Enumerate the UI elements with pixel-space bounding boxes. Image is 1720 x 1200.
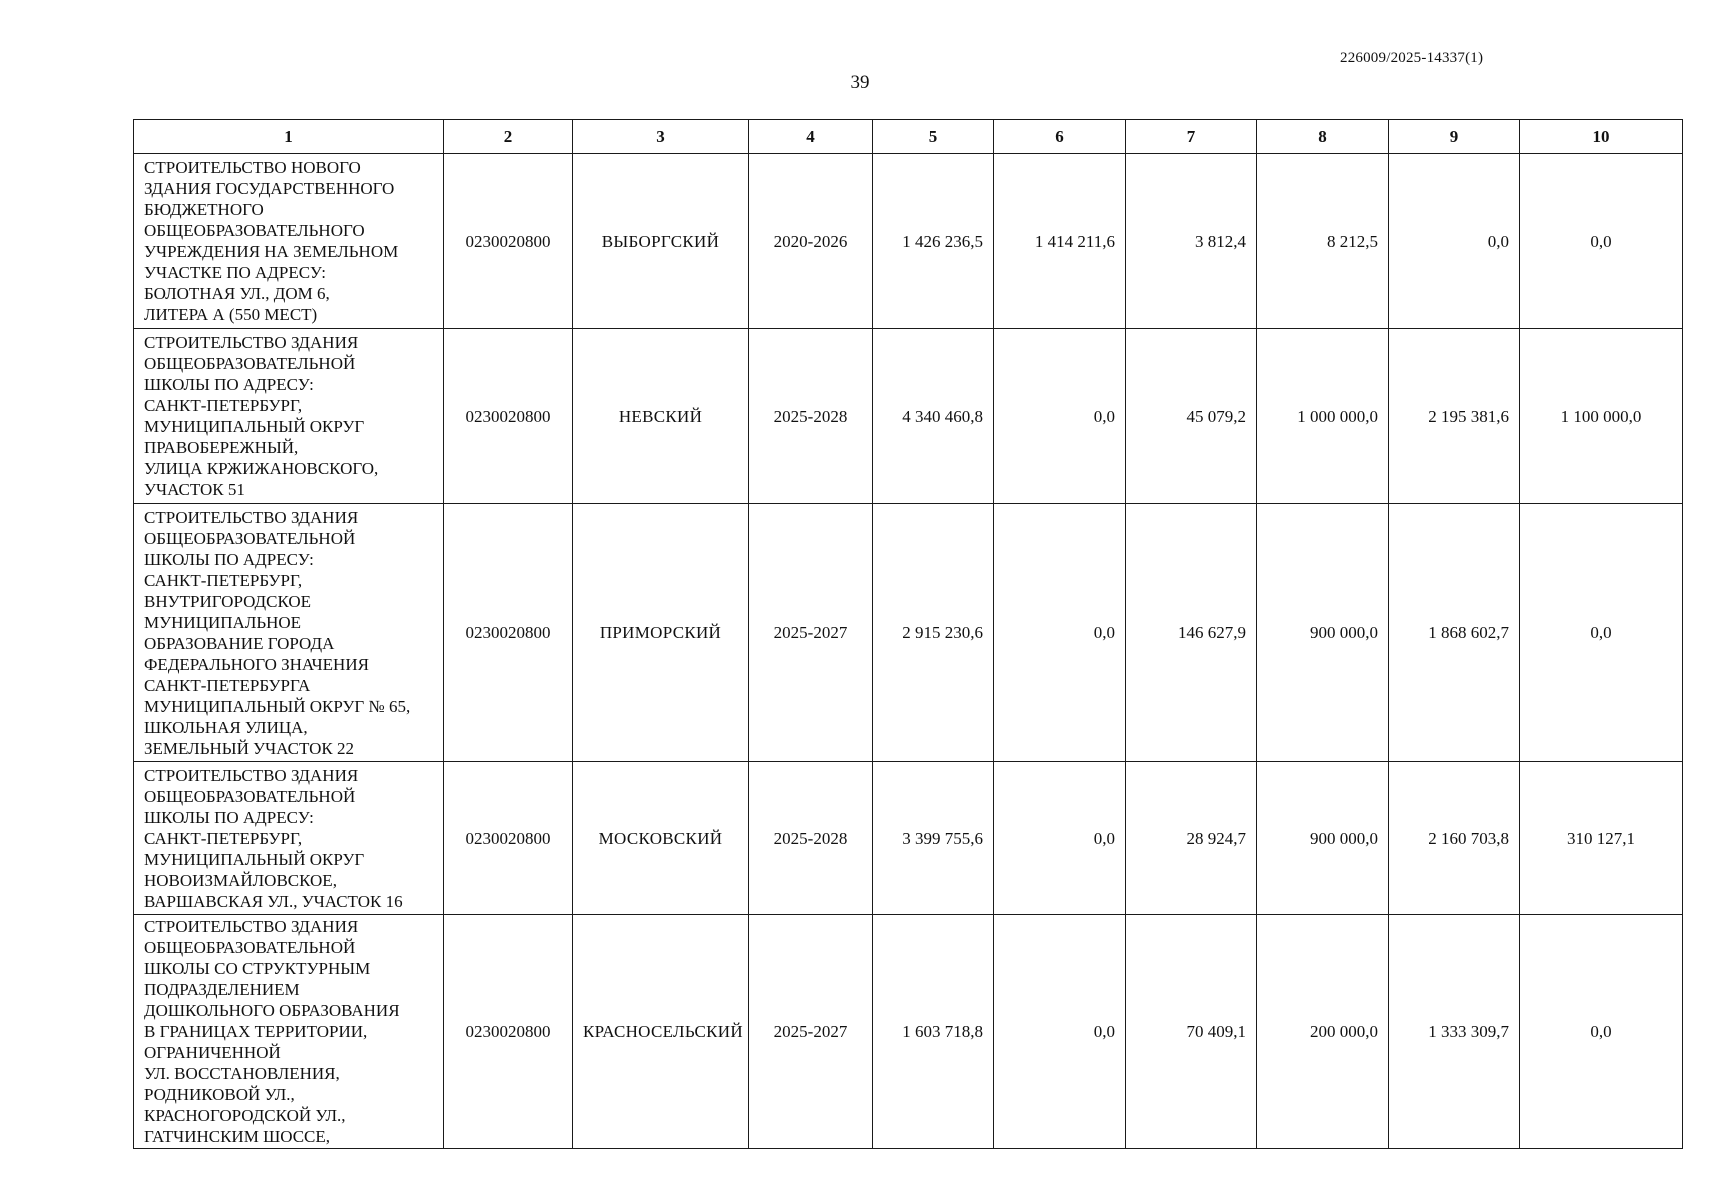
column-header-9: 9 <box>1389 120 1520 154</box>
object-name-line: САНКТ-ПЕТЕРБУРГ, <box>144 396 303 415</box>
value-col-6-cell: 0,0 <box>994 915 1126 1149</box>
object-name-line: ОБРАЗОВАНИЕ ГОРОДА <box>144 633 335 653</box>
object-name-line: СТРОИТЕЛЬСТВО ЗДАНИЯ <box>144 507 359 527</box>
value-col-6-cell: 0,0 <box>994 504 1126 762</box>
object-name-line: ЗЕМЕЛЬНЫЙ УЧАСТОК 22 <box>144 738 354 758</box>
object-name-line: ПОДРАЗДЕЛЕНИЕМ <box>144 980 300 999</box>
years-cell: 2020-2026 <box>749 154 873 329</box>
value-col-5-cell: 1 426 236,5 <box>873 154 994 329</box>
budget-code-cell: 0230020800 <box>444 915 573 1149</box>
object-name-line: ОГРАНИЧЕННОЙ <box>144 1043 281 1062</box>
object-name-line: ВАРШАВСКАЯ УЛ., УЧАСТОК 16 <box>144 891 403 911</box>
object-name-line: ПРАВОБЕРЕЖНЫЙ, <box>144 438 299 457</box>
object-name-line: КРАСНОГОРОДСКОЙ УЛ., <box>144 1106 346 1125</box>
object-name-line: ОБЩЕОБРАЗОВАТЕЛЬНОЙ <box>144 354 356 373</box>
object-name-line: ШКОЛЫ ПО АДРЕСУ: <box>144 807 314 827</box>
column-header-1: 1 <box>134 120 444 154</box>
value-col-5-cell: 3 399 755,6 <box>873 762 994 915</box>
value-col-9-cell: 2 195 381,6 <box>1389 329 1520 504</box>
budget-code-cell: 0230020800 <box>444 154 573 329</box>
object-name-line: НОВОИЗМАЙЛОВСКОЕ, <box>144 870 337 890</box>
value-col-9-cell: 0,0 <box>1389 154 1520 329</box>
column-header-7: 7 <box>1126 120 1257 154</box>
value-col-8-cell: 200 000,0 <box>1257 915 1389 1149</box>
value-col-6-cell: 0,0 <box>994 762 1126 915</box>
value-col-8-cell: 1 000 000,0 <box>1257 329 1389 504</box>
object-name-line: ЛИТЕРА А (550 МЕСТ) <box>144 305 318 324</box>
table-row <box>134 915 1683 1149</box>
column-header-10: 10 <box>1520 120 1683 154</box>
years-cell: 2025-2028 <box>749 329 873 504</box>
object-name-line: ШКОЛЬНАЯ УЛИЦА, <box>144 717 308 737</box>
district-cell: НЕВСКИЙ <box>573 329 749 504</box>
object-name-line: ФЕДЕРАЛЬНОГО ЗНАЧЕНИЯ <box>144 654 369 674</box>
value-col-10-cell: 0,0 <box>1520 154 1683 329</box>
district-cell: ВЫБОРГСКИЙ <box>573 154 749 329</box>
object-name-line: МУНИЦИПАЛЬНЫЙ ОКРУГ <box>144 417 365 436</box>
table-row <box>134 762 1683 915</box>
object-name-cell <box>134 154 444 329</box>
district-cell: МОСКОВСКИЙ <box>573 762 749 915</box>
object-name-line: ОБЩЕОБРАЗОВАТЕЛЬНОЙ <box>144 938 356 957</box>
table-body <box>134 154 1683 1149</box>
object-name-line: МУНИЦИПАЛЬНОЕ <box>144 612 302 632</box>
value-col-9-cell: 2 160 703,8 <box>1389 762 1520 915</box>
value-col-7-cell: 28 924,7 <box>1126 762 1257 915</box>
district-cell: КРАСНОСЕЛЬСКИЙ <box>573 915 749 1149</box>
object-name-line: ГАТЧИНСКИМ ШОССЕ, <box>144 1127 331 1146</box>
value-col-6-cell: 1 414 211,6 <box>994 154 1126 329</box>
object-name-line: УЧАСТКЕ ПО АДРЕСУ: <box>144 263 326 282</box>
value-col-7-cell: 70 409,1 <box>1126 915 1257 1149</box>
column-header-5: 5 <box>873 120 994 154</box>
value-col-10-cell: 0,0 <box>1520 915 1683 1149</box>
object-name-line: ЗДАНИЯ ГОСУДАРСТВЕННОГО <box>144 179 395 198</box>
budget-code-cell: 0230020800 <box>444 329 573 504</box>
column-header-8: 8 <box>1257 120 1389 154</box>
object-name-line: САНКТ-ПЕТЕРБУРГА <box>144 675 311 695</box>
years-cell: 2025-2028 <box>749 762 873 915</box>
object-name-line: БЮДЖЕТНОГО <box>144 200 264 219</box>
object-name-line: В ГРАНИЦАХ ТЕРРИТОРИИ, <box>144 1022 368 1041</box>
column-header-2: 2 <box>444 120 573 154</box>
object-name-cell <box>134 915 444 1149</box>
header-row <box>134 120 1683 154</box>
table-row <box>134 504 1683 762</box>
years-cell: 2025-2027 <box>749 915 873 1149</box>
object-name-line: МУНИЦИПАЛЬНЫЙ ОКРУГ <box>144 849 365 869</box>
object-name-line: СТРОИТЕЛЬСТВО ЗДАНИЯ <box>144 917 359 936</box>
object-name-line: ШКОЛЫ СО СТРУКТУРНЫМ <box>144 959 371 978</box>
value-col-7-cell: 45 079,2 <box>1126 329 1257 504</box>
value-col-5-cell: 4 340 460,8 <box>873 329 994 504</box>
object-name-line: САНКТ-ПЕТЕРБУРГ, <box>144 570 303 590</box>
value-col-5-cell: 2 915 230,6 <box>873 504 994 762</box>
object-name-cell <box>134 329 444 504</box>
object-name-line: УЛИЦА КРЖИЖАНОВСКОГО, <box>144 459 379 478</box>
object-name-line: САНКТ-ПЕТЕРБУРГ, <box>144 828 303 848</box>
object-name-line: СТРОИТЕЛЬСТВО ЗДАНИЯ <box>144 765 359 785</box>
object-name-line: ОБЩЕОБРАЗОВАТЕЛЬНОГО <box>144 221 365 240</box>
value-col-7-cell: 3 812,4 <box>1126 154 1257 329</box>
value-col-9-cell: 1 868 602,7 <box>1389 504 1520 762</box>
table-row <box>134 154 1683 329</box>
object-name-line: ШКОЛЫ ПО АДРЕСУ: <box>144 549 314 569</box>
value-col-8-cell: 8 212,5 <box>1257 154 1389 329</box>
column-header-3: 3 <box>573 120 749 154</box>
budget-code-cell: 0230020800 <box>444 504 573 762</box>
value-col-10-cell: 310 127,1 <box>1520 762 1683 915</box>
years-cell: 2025-2027 <box>749 504 873 762</box>
object-name-line: УЧАСТОК 51 <box>144 480 245 499</box>
object-name-line: ОБЩЕОБРАЗОВАТЕЛЬНОЙ <box>144 528 356 548</box>
object-name-line: ВНУТРИГОРОДСКОЕ <box>144 591 312 611</box>
object-name-line: СТРОИТЕЛЬСТВО НОВОГО <box>144 158 361 177</box>
value-col-5-cell: 1 603 718,8 <box>873 915 994 1149</box>
budget-table <box>133 119 1683 1149</box>
value-col-9-cell: 1 333 309,7 <box>1389 915 1520 1149</box>
value-col-8-cell: 900 000,0 <box>1257 504 1389 762</box>
object-name-line: РОДНИКОВОЙ УЛ., <box>144 1085 295 1104</box>
object-name-line: СТРОИТЕЛЬСТВО ЗДАНИЯ <box>144 333 359 352</box>
object-name-line: ДОШКОЛЬНОГО ОБРАЗОВАНИЯ <box>144 1001 400 1020</box>
document-number: 226009/2025-14337(1) <box>1340 50 1484 66</box>
object-name-line: МУНИЦИПАЛЬНЫЙ ОКРУГ № 65, <box>144 696 411 716</box>
object-name-line: УЛ. ВОССТАНОВЛЕНИЯ, <box>144 1064 340 1083</box>
value-col-10-cell: 0,0 <box>1520 504 1683 762</box>
object-name-cell <box>134 504 444 762</box>
object-name-cell <box>134 762 444 915</box>
value-col-6-cell: 0,0 <box>994 329 1126 504</box>
column-header-4: 4 <box>749 120 873 154</box>
page-number: 39 <box>850 72 870 93</box>
table-header <box>134 120 1683 154</box>
district-cell: ПРИМОРСКИЙ <box>573 504 749 762</box>
object-name-line: УЧРЕЖДЕНИЯ НА ЗЕМЕЛЬНОМ <box>144 242 399 261</box>
object-name-line: ШКОЛЫ ПО АДРЕСУ: <box>144 375 314 394</box>
object-name-line: ОБЩЕОБРАЗОВАТЕЛЬНОЙ <box>144 786 356 806</box>
budget-code-cell: 0230020800 <box>444 762 573 915</box>
column-header-6: 6 <box>994 120 1126 154</box>
value-col-10-cell: 1 100 000,0 <box>1520 329 1683 504</box>
object-name-line: БОЛОТНАЯ УЛ., ДОМ 6, <box>144 284 330 303</box>
table-row <box>134 329 1683 504</box>
value-col-8-cell: 900 000,0 <box>1257 762 1389 915</box>
value-col-7-cell: 146 627,9 <box>1126 504 1257 762</box>
